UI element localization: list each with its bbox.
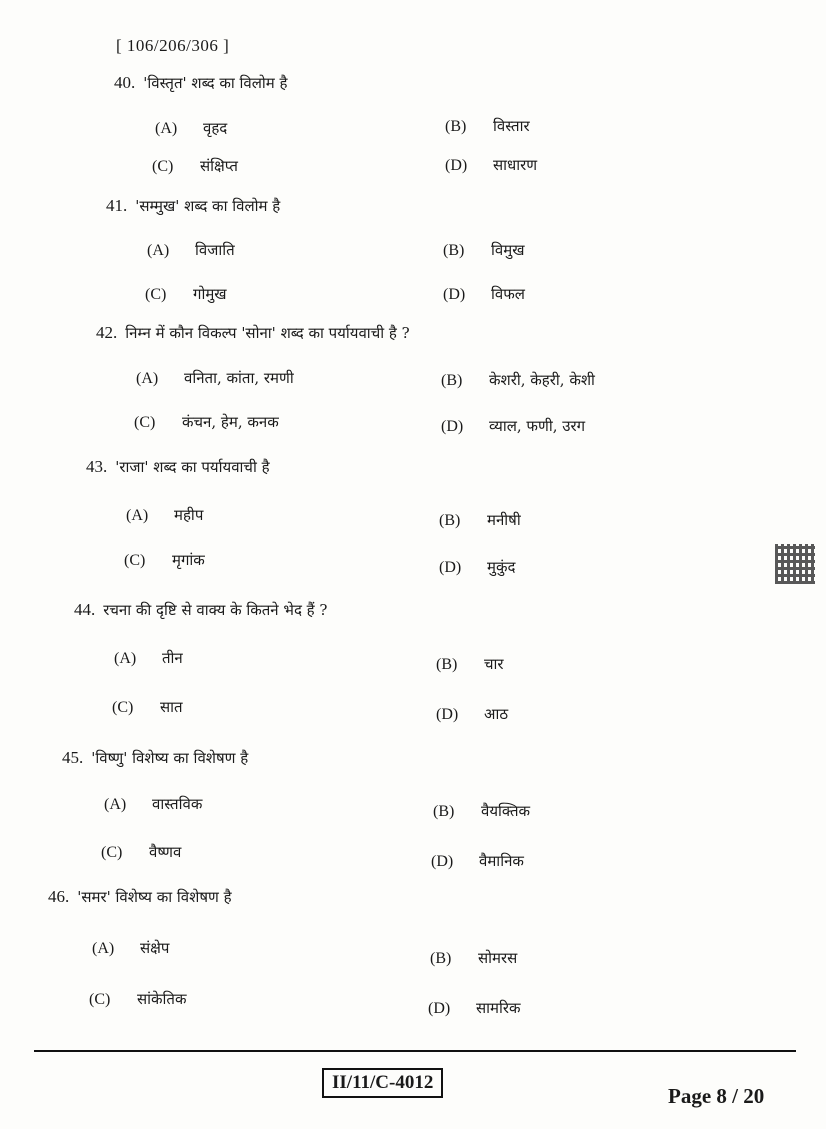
option-41-b: (B) विमुख [443, 241, 525, 259]
question-text: 'विष्णु' विशेष्य का विशेषण है [91, 749, 249, 767]
option-42-d: (D) व्याल, फणी, उरग [441, 417, 586, 435]
option-45-c: (C) वैष्णव [101, 843, 182, 861]
option-46-a: (A) संक्षेप [92, 939, 170, 957]
option-40-b: (B) विस्तार [445, 117, 530, 135]
option-43-c: (C) मृगांक [124, 551, 205, 569]
paper-code: [ 106/206/306 ] [116, 36, 230, 55]
option-41-a: (A) विजाति [147, 241, 235, 259]
option-46-c: (C) सांकेतिक [89, 990, 187, 1008]
option-43-a: (A) महीप [126, 506, 204, 524]
option-40-a: (A) वृहद [155, 119, 228, 137]
question-number: 43. [86, 457, 108, 476]
option-43-d: (D) मुकुंद [439, 558, 516, 576]
option-42-c: (C) कंचन, हेम, कनक [134, 413, 279, 431]
option-45-b: (B) वैयक्तिक [433, 802, 531, 820]
question-text: 'समर' विशेष्य का विशेषण है [77, 888, 232, 906]
option-42-a: (A) वनिता, कांता, रमणी [136, 369, 294, 387]
question-44 [74, 600, 327, 620]
option-41-d: (D) विफल [443, 285, 525, 303]
question-text: 'विस्तृत' शब्द का विलोम है [143, 74, 288, 92]
question-number: 45. [62, 748, 84, 767]
question-42 [96, 323, 410, 343]
question-41 [106, 196, 280, 216]
option-42-b: (B) केशरी, केहरी, केशी [441, 371, 595, 389]
question-number: 41. [106, 196, 128, 215]
question-40 [114, 73, 288, 93]
question-number: 40. [114, 73, 136, 92]
option-43-b: (B) मनीषी [439, 511, 521, 529]
booklet-code: II/11/C-4012 [322, 1068, 443, 1098]
question-number: 42. [96, 323, 118, 342]
option-44-d: (D) आठ [436, 705, 509, 723]
option-45-d: (D) वैमानिक [431, 852, 524, 870]
question-45 [62, 748, 248, 768]
option-40-d: (D) साधारण [445, 156, 538, 174]
option-46-b: (B) सोमरस [430, 949, 518, 967]
question-number: 44. [74, 600, 96, 619]
question-text: निम्न में कौन विकल्प 'सोना' शब्द का पर्यायवाची है ? [125, 324, 410, 342]
option-45-a: (A) वास्तविक [104, 795, 203, 813]
question-number: 46. [48, 887, 70, 906]
question-text: रचना की दृष्टि से वाक्य के कितने भेद हैं ? [103, 601, 328, 619]
option-44-c: (C) सात [112, 698, 183, 716]
question-46 [48, 887, 232, 907]
question-43 [86, 457, 270, 477]
option-44-a: (A) तीन [114, 649, 183, 667]
option-41-c: (C) गोमुख [145, 285, 227, 303]
question-text: 'सम्मुख' शब्द का विलोम है [135, 197, 281, 215]
page-number: Page 8 / 20 [668, 1084, 765, 1108]
qr-code-icon [775, 544, 815, 584]
question-text: 'राजा' शब्द का पर्यायवाची है [115, 458, 270, 476]
option-46-d: (D) सामरिक [428, 999, 521, 1017]
option-40-c: (C) संक्षिप्त [152, 157, 238, 175]
option-44-b: (B) चार [436, 655, 504, 673]
footer-rule [34, 1050, 796, 1052]
